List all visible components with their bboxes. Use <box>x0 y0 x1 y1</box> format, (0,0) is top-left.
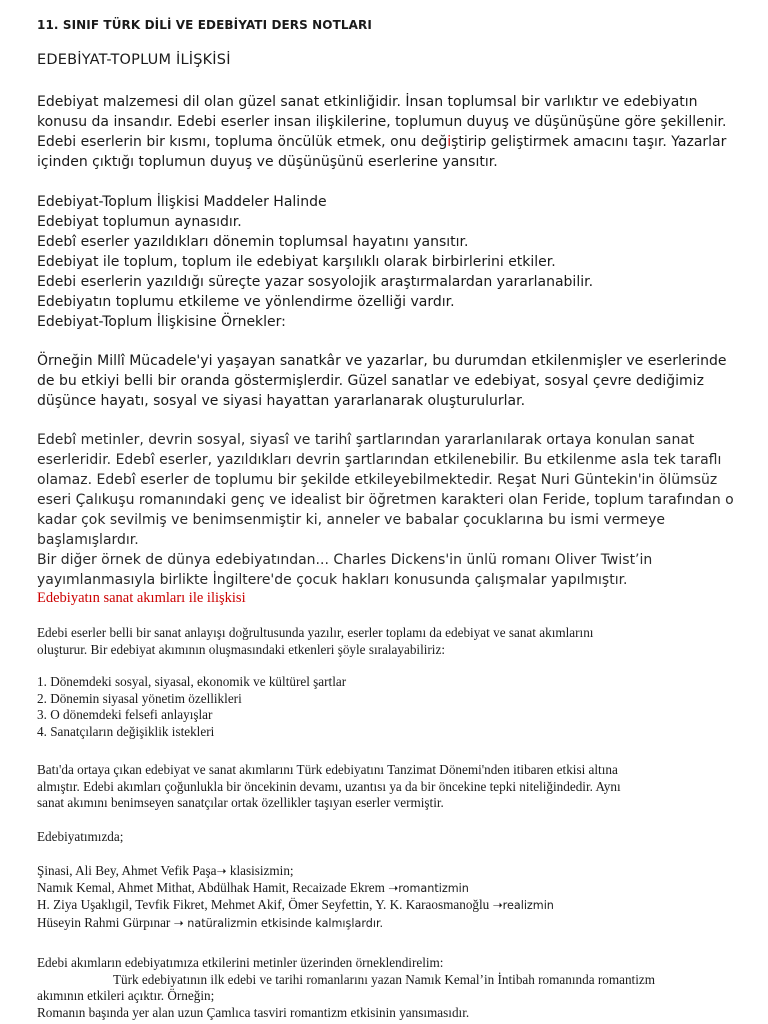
intro-line-3-end: ştirip geliştirmek amacını taşır. Yazarlar <box>451 134 727 150</box>
authors-list <box>37 863 757 932</box>
movement-label: realizmin <box>502 899 554 912</box>
art-section-heading: Edebiyatın sanat akımları ile ilişkisi <box>37 590 246 606</box>
items-title: Edebiyat-Toplum İlişkisi Maddeler Halinde <box>37 194 327 210</box>
closing-line: Edebi akımların edebiyatımıza etkilerini metinler üzerinden örneklendirelim: <box>37 955 444 970</box>
art-para-1 <box>37 625 757 658</box>
example1-line: düşünce hayatı, sosyal ve siyasi hayattan yararlanarak oluşturulurlar. <box>37 393 526 409</box>
list-item: Edebiyat ile toplum, toplum ile edebiyat karşılıklı olarak birbirlerini etkiler. <box>37 254 556 270</box>
author-line <box>37 915 757 933</box>
art-para-2-line: almıştır. Edebi akımları çoğunlukla bir öncekinin devamı, uzantısı ya da bir öncekine tepki niteliğindedir. Aynı <box>37 778 621 794</box>
movement-label: klasisizmin; <box>226 863 294 878</box>
closing-line: Türk edebiyatının ilk edebi ve tarihi romanlarını yazan Namık Kemal’in İntibah romanında romantizm <box>113 971 655 987</box>
art-para-1-line: Edebi eserler belli bir sanat anlayışı doğrultusunda yazılır, eserler toplamı da edebiyat ve sanat akımlarını <box>37 625 594 640</box>
example2-line: Bir diğer örnek de dünya edebiyatından... Charles Dickens'in ünlü romanı Oliver Twist’in <box>37 552 653 568</box>
author-names: Şinasi, Ali Bey, Ahmet Vefik Paşa <box>37 863 217 878</box>
example1-line: de bu etkiyi belli bir oranda göstermişlerdir. Güzel sanatlar ve edebiyat, sosyal çevre dediğimiz <box>37 373 704 389</box>
example-paragraph-1 <box>37 351 757 411</box>
factor-item: 3. O dönemdeki felsefi anlayışlar <box>37 707 213 722</box>
factor-item: 2. Dönemin siyasal yönetim özellikleri <box>37 690 242 706</box>
example2-line: Edebî metinler, devrin sosyal, siyasî ve tarihî şartlarından yararlanılarak ortaya konulan sanat <box>37 432 695 448</box>
in-our-literature: Edebiyatımızda; <box>37 829 124 844</box>
list-item: Edebiyatın toplumu etkileme ve yönlendirme özelliği vardır. <box>37 294 455 310</box>
art-para-2-line: sanat akımını benimseyen sanatçılar ortak özellikler taşıyan eserler vermiştir. <box>37 795 444 810</box>
document-header: 11. SINIF TÜRK DİLİ VE EDEBİYATI DERS NOTLARI <box>37 18 372 32</box>
movement-label: natüralizmin etkisinde kalmışlardır. <box>183 916 384 930</box>
intro-line-3 <box>37 132 757 152</box>
example2-line: yayımlanmasıyla birlikte İngiltere'de çocuk hakları konusunda çalışmalar yapılmıştır. <box>37 572 628 588</box>
intro-line-4: içinden çıktığı toplumun duyuş ve düşünüşünü eserlerine yansıtır. <box>37 154 498 170</box>
arrow-right-icon: ➝ <box>173 915 184 930</box>
art-para-2 <box>37 762 757 812</box>
example1-line: Örneğin Millî Mücadele'yi yaşayan sanatkâr ve yazarlar, bu durumdan etkilenmişler ve eserlerinde <box>37 353 727 369</box>
closing-line: akımının etkileri açıktır. Örneğin; <box>37 988 215 1003</box>
section-title: EDEBİYAT-TOPLUM İLİŞKİSİ <box>37 52 231 68</box>
example2-line: başlamışlardır. <box>37 532 139 548</box>
closing-paragraph <box>37 955 757 1021</box>
list-item: Edebiyat-Toplum İlişkisine Örnekler: <box>37 314 286 330</box>
factors-list <box>37 674 757 740</box>
example2-line: eserleridir. Edebî eserler, yazıldıkları devrin şartlarından etkilenebilir. Bu etkilenme asla tek taraflı <box>37 452 722 468</box>
example-paragraph-2 <box>37 430 757 590</box>
arrow-right-icon: ➝ <box>216 864 227 878</box>
factor-item: 4. Sanatçıların değişiklik istekleri <box>37 723 215 739</box>
highlighted-letter: i <box>447 134 452 150</box>
example2-line: kadar çok sevilmiş ve benimsenmiştir ki, anneler ve babalar çocuklarına bu ismi vermeye <box>37 512 665 528</box>
intro-line-3-start: Edebi eserlerin bir kısmı, topluma öncülük etmek, onu değ <box>37 134 448 150</box>
author-line <box>37 880 757 898</box>
art-para-1-line: oluşturur. Bir edebiyat akımının oluşmasındaki etkenleri şöyle sıralayabiliriz: <box>37 641 445 657</box>
author-line <box>37 863 757 880</box>
art-para-2-line: Batı'da ortaya çıkan edebiyat ve sanat akımlarını Türk edebiyatını Tanzimat Dönemi'nden itibaren etkisi altına <box>37 762 618 777</box>
author-line <box>37 897 757 915</box>
intro-line-2: konusu da insandır. Edebi eserler insan ilişkilerine, toplumun duyuş ve düşünüşüne göre şekillenir. <box>37 114 727 130</box>
author-names: H. Ziya Uşaklıgil, Tevfik Fikret, Mehmet Akif, Ömer Seyfettin, Y. K. Karaosmanoğlu <box>37 897 493 912</box>
intro-line-1: Edebiyat malzemesi dil olan güzel sanat etkinliğidir. İnsan toplumsal bir varlıktır ve edebiyatın <box>37 94 698 110</box>
list-item: Edebiyat toplumun aynasıdır. <box>37 214 242 230</box>
list-item: Edebî eserler yazıldıkları dönemin toplumsal hayatını yansıtır. <box>37 234 469 250</box>
intro-paragraph <box>37 92 757 172</box>
author-names: Hüseyin Rahmi Gürpınar <box>37 914 174 930</box>
factor-item: 1. Dönemdeki sosyal, siyasal, ekonomik ve kültürel şartlar <box>37 674 347 689</box>
example2-line: olamaz. Edebî eserler de toplumu bir şekilde etkileyebilmektedir. Reşat Nuri Güntekin'in ölümsüz <box>37 472 718 488</box>
movement-label: romantizmin <box>398 881 469 895</box>
author-names: Namık Kemal, Ahmet Mithat, Abdülhak Hamit, Recaizade Ekrem <box>37 879 389 895</box>
items-list <box>37 192 757 332</box>
arrow-right-icon: ➝ <box>388 880 399 895</box>
example2-line: eseri Çalıkuşu romanındaki genç ve idealist bir öğretmen karakteri olan Feride, toplum tarafından o <box>37 492 734 508</box>
arrow-right-icon: ➝ <box>492 898 503 912</box>
list-item: Edebi eserlerin yazıldığı süreçte yazar sosyolojik araştırmalardan yararlanabilir. <box>37 274 594 290</box>
closing-line: Romanın başında yer alan uzun Çamlıca tasviri romantizm etkisinin yansımasıdır. <box>37 1004 470 1020</box>
